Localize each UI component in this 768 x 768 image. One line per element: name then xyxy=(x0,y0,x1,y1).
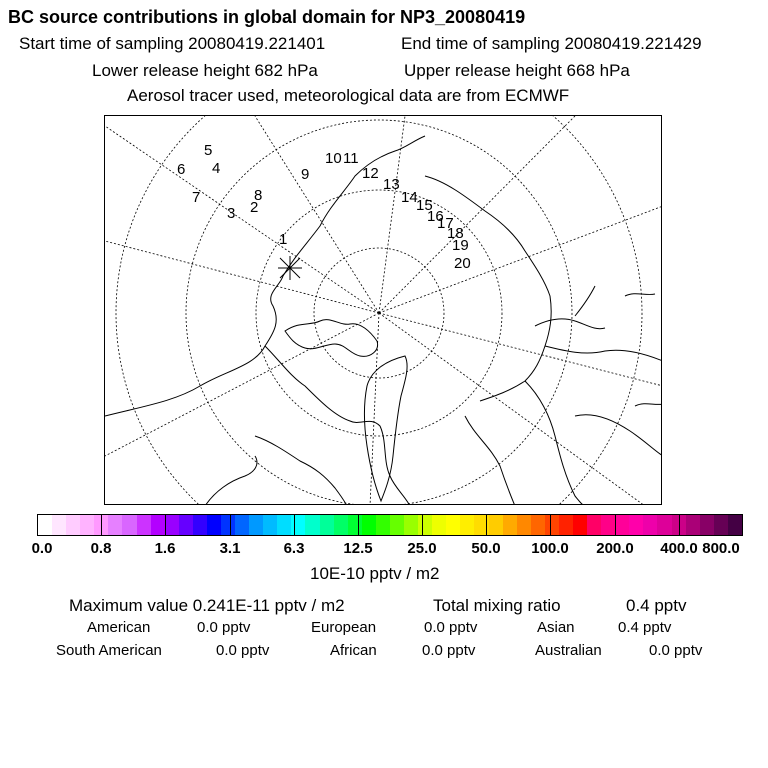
colorbar-segment xyxy=(446,515,460,535)
colorbar-tick-label: 400.0 xyxy=(660,540,698,557)
region-name: Asian xyxy=(537,619,575,636)
latitude-circles xyxy=(116,116,642,505)
colorbar-segment xyxy=(489,515,503,535)
colorbar-tick xyxy=(230,514,231,536)
colorbar-segment xyxy=(221,515,235,535)
colorbar-segment xyxy=(559,515,573,535)
colorbar-tick xyxy=(101,514,102,536)
colorbar-tick xyxy=(550,514,551,536)
total-mixing-label: Total mixing ratio xyxy=(433,596,561,615)
track-label: 19 xyxy=(452,237,469,254)
colorbar-segment xyxy=(700,515,714,535)
region-name: American xyxy=(87,619,151,636)
colorbar-segment xyxy=(460,515,474,535)
colorbar-segment xyxy=(573,515,587,535)
total-mixing-value: 0.4 pptv xyxy=(626,596,687,615)
track-label: 17 xyxy=(437,215,454,232)
colorbar-segment xyxy=(52,515,66,535)
colorbar-segment xyxy=(165,515,179,535)
colorbar-segment xyxy=(686,515,700,535)
track-label: 9 xyxy=(301,166,310,183)
region-value: 0.0 pptv xyxy=(197,619,251,636)
region-name: Australian xyxy=(535,642,602,659)
colorbar-segment xyxy=(193,515,207,535)
region-name: South American xyxy=(56,642,162,659)
track-label: 7 xyxy=(192,189,201,206)
colorbar-segment xyxy=(277,515,291,535)
max-value-label: Maximum value 0.241E-11 pptv / m2 xyxy=(69,596,345,615)
colorbar-tick-label: 800.0 xyxy=(702,540,740,557)
colorbar-segment xyxy=(531,515,545,535)
colorbar-segment xyxy=(66,515,80,535)
colorbar-tick xyxy=(679,514,680,536)
colorbar-tick-label: 12.5 xyxy=(343,540,373,557)
lat-circle-50 xyxy=(116,116,642,505)
colorbar-segment xyxy=(404,515,418,535)
track-labels xyxy=(177,142,471,272)
region-value: 0.0 pptv xyxy=(649,642,703,659)
colorbar-segment xyxy=(728,515,742,535)
lower-height-label: Lower release height 682 hPa xyxy=(92,61,318,80)
colorbar-segment xyxy=(615,515,629,535)
colorbar-segment xyxy=(601,515,615,535)
colorbar-tick-label: 25.0 xyxy=(407,540,437,557)
track-label: 6 xyxy=(177,161,186,178)
colorbar-segment xyxy=(517,515,531,535)
track-label: 18 xyxy=(447,225,464,242)
colorbar-segment xyxy=(348,515,362,535)
track-label: 8 xyxy=(254,187,263,204)
track-label: 15 xyxy=(416,197,433,214)
polar-map xyxy=(104,115,662,505)
track-label: 4 xyxy=(212,160,221,177)
colorbar-segment xyxy=(38,515,52,535)
colorbar-segment xyxy=(108,515,122,535)
colorbar-segment xyxy=(657,515,671,535)
colorbar-tick-label: 50.0 xyxy=(471,540,501,557)
release-marker xyxy=(278,256,302,280)
colorbar xyxy=(37,514,743,536)
colorbar-segment xyxy=(122,515,136,535)
colorbar-segment xyxy=(334,515,348,535)
colorbar-segment xyxy=(714,515,728,535)
region-value: 0.0 pptv xyxy=(422,642,476,659)
colorbar-segment xyxy=(305,515,319,535)
track-label: 16 xyxy=(427,208,444,225)
track-label: 2 xyxy=(250,199,259,216)
track-label: 10 xyxy=(325,150,342,167)
colorbar-segment xyxy=(432,515,446,535)
region-value: 0.0 pptv xyxy=(424,619,478,636)
track-label: 14 xyxy=(401,189,418,206)
colorbar-segment xyxy=(643,515,657,535)
track-label: 13 xyxy=(383,176,400,193)
colorbar-segment xyxy=(587,515,601,535)
region-name: European xyxy=(311,619,377,636)
colorbar-segment xyxy=(376,515,390,535)
colorbar-segment xyxy=(320,515,334,535)
colorbar-segment xyxy=(235,515,249,535)
figure-title: BC source contributions in global domain for NP3_20080419 xyxy=(8,7,526,27)
upper-height-label: Upper release height 668 hPa xyxy=(404,61,630,80)
colorbar-tick xyxy=(486,514,487,536)
colorbar-segment xyxy=(179,515,193,535)
meridians xyxy=(105,116,662,505)
colorbar-tick xyxy=(165,514,166,536)
colorbar-tick-label: 0.0 xyxy=(31,540,53,557)
colorbar-segment xyxy=(137,515,151,535)
region-value: 0.0 pptv xyxy=(216,642,270,659)
colorbar-tick-label: 0.8 xyxy=(90,540,112,557)
colorbar-tick-label: 3.1 xyxy=(219,540,241,557)
region-value: 0.4 pptv xyxy=(618,619,672,636)
map-graphics xyxy=(105,116,662,505)
colorbar-segment xyxy=(249,515,263,535)
colorbar-tick-label: 6.3 xyxy=(283,540,305,557)
colorbar-segment xyxy=(390,515,404,535)
colorbar-tick-label: 200.0 xyxy=(596,540,634,557)
colorbar-tick-label: 1.6 xyxy=(154,540,176,557)
colorbar-tick xyxy=(358,514,359,536)
end-time-label: End time of sampling 20080419.221429 xyxy=(401,34,702,53)
colorbar-tick xyxy=(615,514,616,536)
colorbar-segment xyxy=(263,515,277,535)
colorbar-segment xyxy=(151,515,165,535)
start-time-label: Start time of sampling 20080419.221401 xyxy=(19,34,326,53)
track-label: 20 xyxy=(454,255,471,272)
track-label: 12 xyxy=(362,165,379,182)
colorbar-units: 10E-10 pptv / m2 xyxy=(310,564,440,583)
track-label: 3 xyxy=(227,205,236,222)
colorbar-tick xyxy=(294,514,295,536)
track-label: 11 xyxy=(343,150,359,167)
colorbar-segment xyxy=(362,515,376,535)
track-label: 5 xyxy=(204,142,213,159)
colorbar-segment xyxy=(418,515,432,535)
colorbar-segment xyxy=(629,515,643,535)
track-label: 1 xyxy=(279,231,288,248)
colorbar-segment xyxy=(80,515,94,535)
colorbar-segment xyxy=(503,515,517,535)
colorbar-tick xyxy=(422,514,423,536)
colorbar-tick-label: 100.0 xyxy=(531,540,569,557)
colorbar-segment xyxy=(545,515,559,535)
region-name: African xyxy=(330,642,377,659)
colorbar-segment xyxy=(207,515,221,535)
aerosol-info-label: Aerosol tracer used, meteorological data are from ECMWF xyxy=(127,86,570,105)
